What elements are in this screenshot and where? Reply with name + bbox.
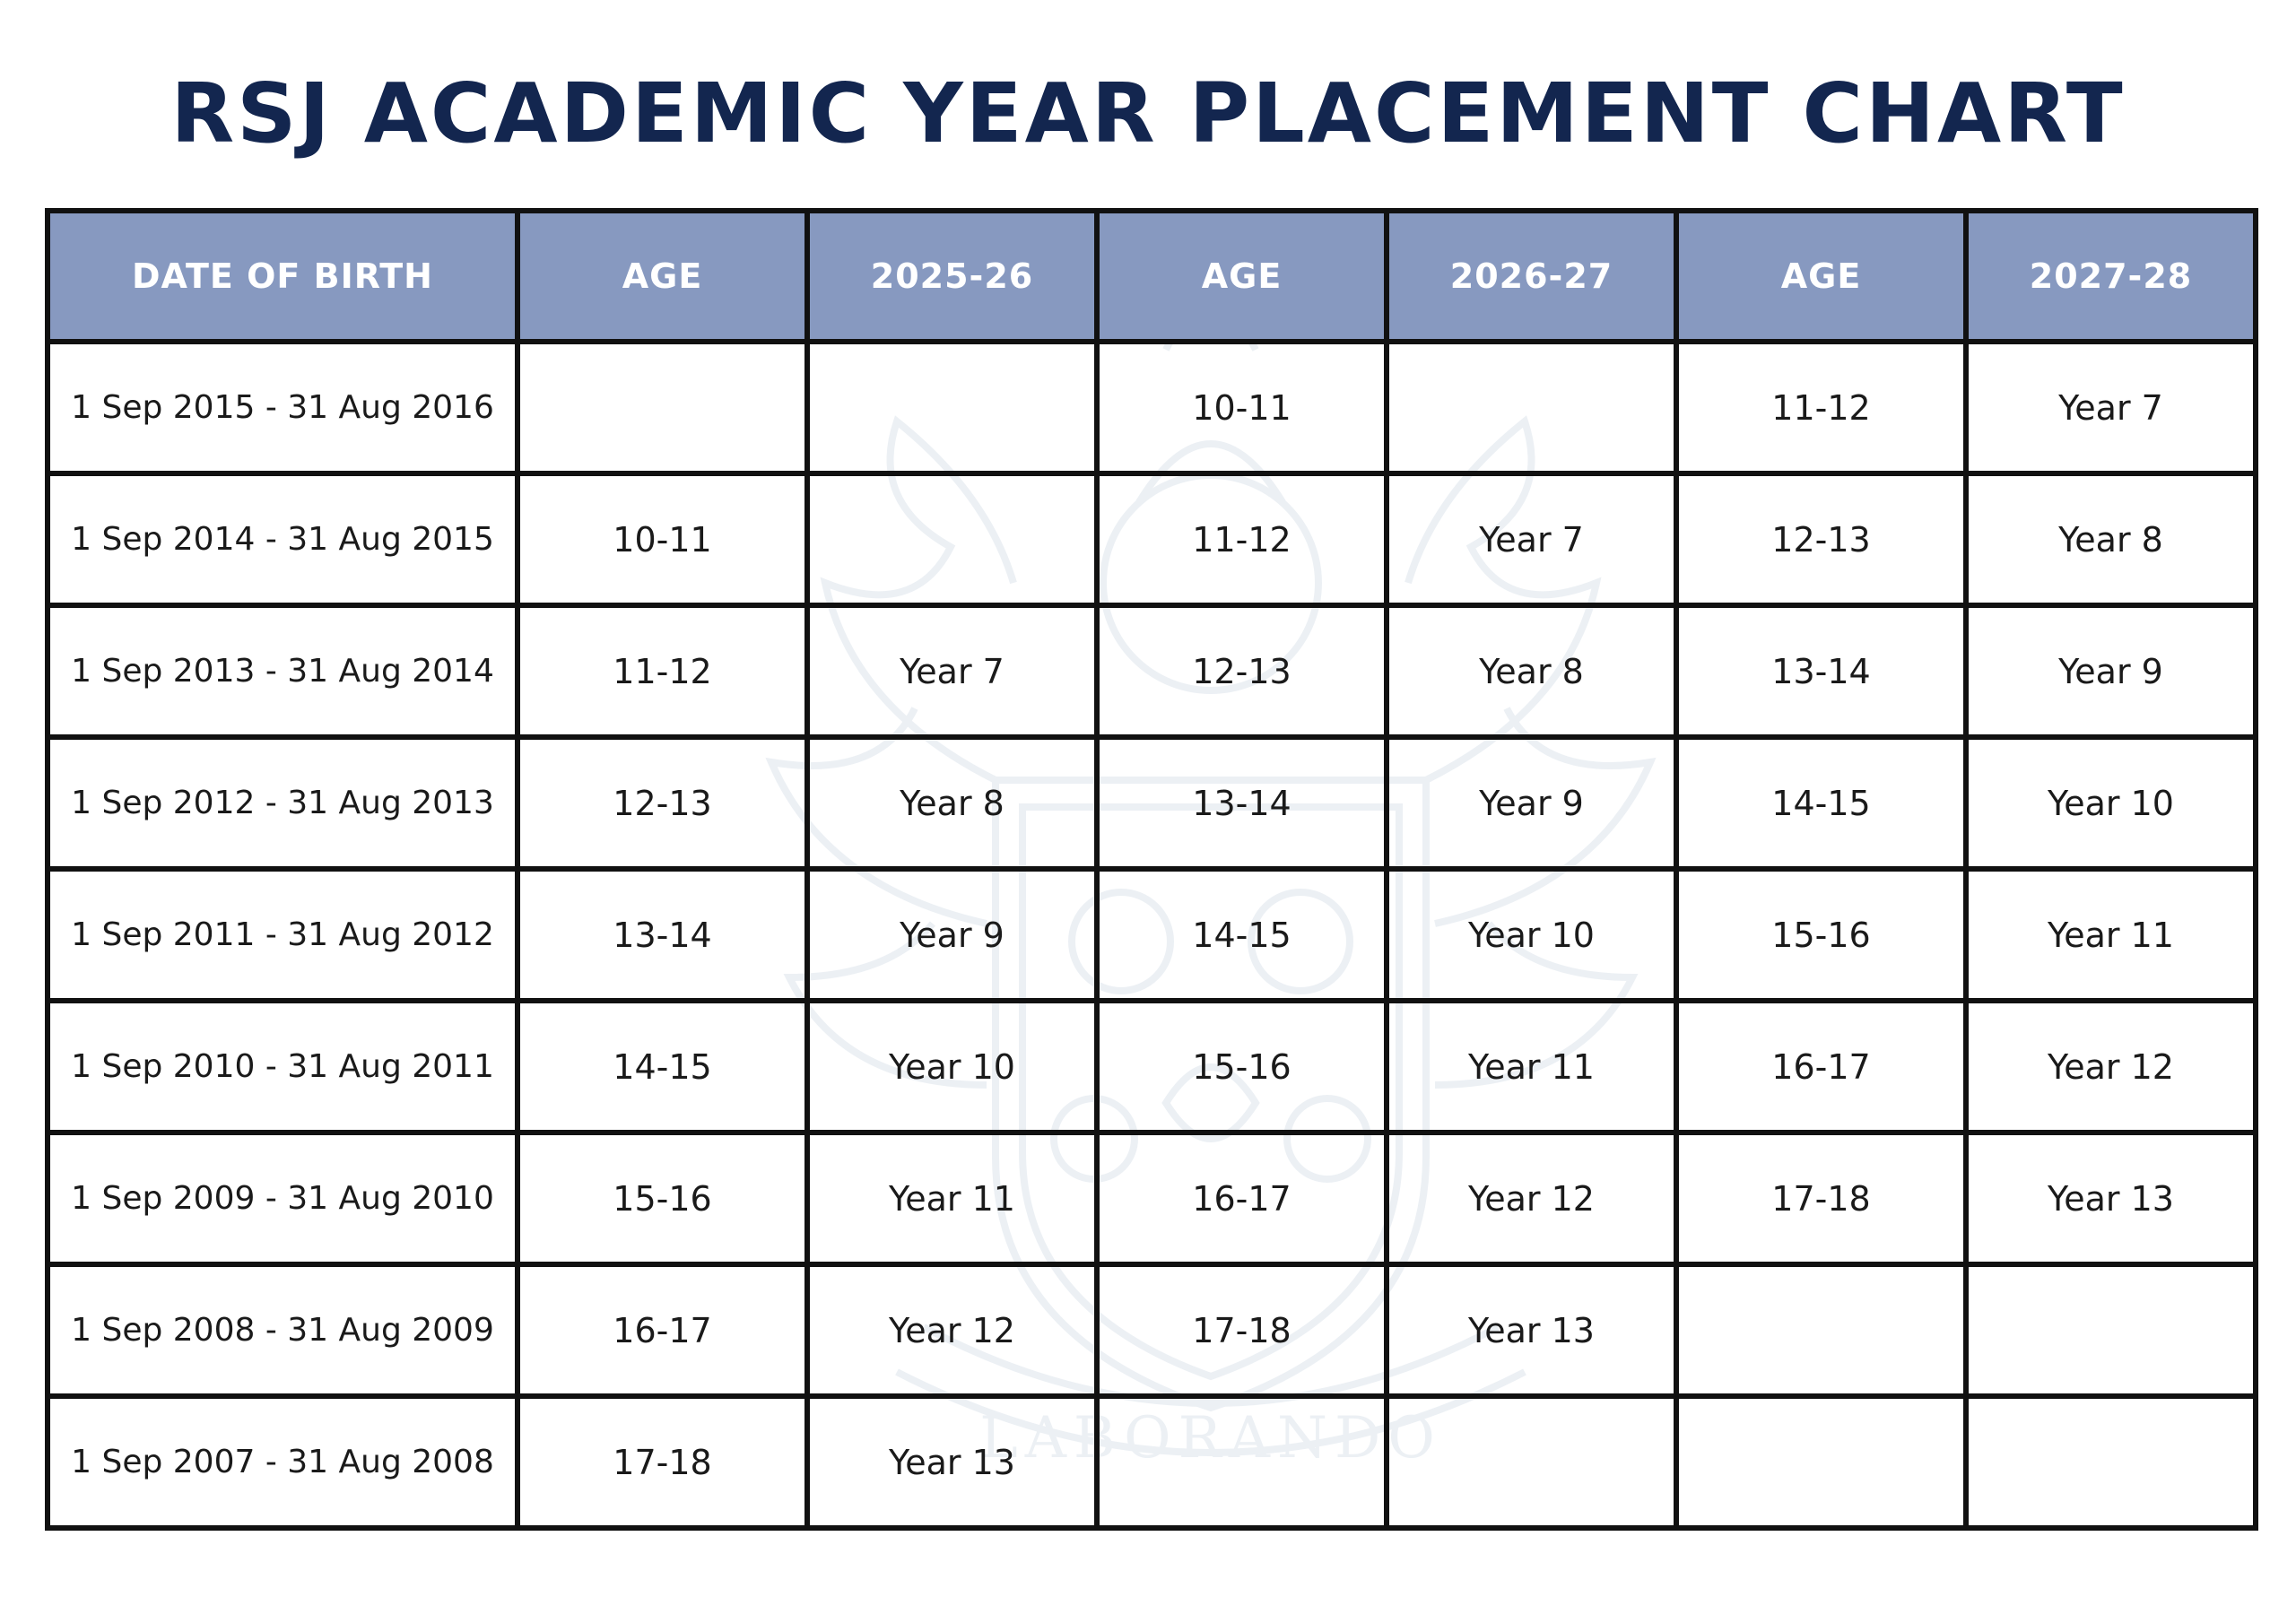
table-cell: Year 7 — [1966, 342, 2256, 473]
table-cell: 10-11 — [1097, 342, 1387, 473]
column-header: AGE — [1097, 211, 1387, 342]
table-cell: Year 9 — [1387, 737, 1676, 869]
table-cell: Year 11 — [1387, 1001, 1676, 1133]
table-cell: Year 13 — [1966, 1133, 2256, 1264]
table-cell: Year 11 — [807, 1133, 1097, 1264]
table-row — [48, 1396, 2256, 1528]
column-header: DATE OF BIRTH — [48, 211, 517, 342]
column-header: 2027-28 — [1966, 211, 2256, 342]
table-cell: 11-12 — [517, 605, 807, 737]
table-cell — [1966, 1264, 2256, 1396]
placement-table — [45, 208, 2258, 1531]
table-cell: Year 11 — [1966, 869, 2256, 1001]
table-cell: Year 8 — [807, 737, 1097, 869]
table-cell: Year 12 — [1387, 1133, 1676, 1264]
table-cell — [1676, 1264, 1966, 1396]
table-row — [48, 342, 2256, 473]
table-cell: 15-16 — [517, 1133, 807, 1264]
table-cell: 17-18 — [1676, 1133, 1966, 1264]
table-cell: Year 13 — [807, 1396, 1097, 1528]
table-cell: 14-15 — [517, 1001, 807, 1133]
table-cell — [1097, 1396, 1387, 1528]
table-cell: 16-17 — [1676, 1001, 1966, 1133]
table-cell: 11-12 — [1097, 473, 1387, 605]
crest-motto: LABORANDO — [979, 1405, 1442, 1471]
table-cell: Year 8 — [1387, 605, 1676, 737]
table-cell: 17-18 — [517, 1396, 807, 1528]
table-row — [48, 473, 2256, 605]
table-cell: 15-16 — [1097, 1001, 1387, 1133]
date-of-birth-cell: 1 Sep 2015 - 31 Aug 2016 — [48, 342, 517, 473]
table-cell — [1387, 342, 1676, 473]
table-cell — [807, 342, 1097, 473]
column-header: AGE — [517, 211, 807, 342]
column-header: 2026-27 — [1387, 211, 1676, 342]
table-cell: Year 10 — [1966, 737, 2256, 869]
table-cell: Year 12 — [807, 1264, 1097, 1396]
table-cell: Year 8 — [1966, 473, 2256, 605]
table-cell — [517, 342, 807, 473]
table-cell: 16-17 — [1097, 1133, 1387, 1264]
table-cell: Year 9 — [1966, 605, 2256, 737]
table-row — [48, 869, 2256, 1001]
date-of-birth-cell: 1 Sep 2014 - 31 Aug 2015 — [48, 473, 517, 605]
table-cell: 13-14 — [1097, 737, 1387, 869]
table-cell: 10-11 — [517, 473, 807, 605]
column-header: 2025-26 — [807, 211, 1097, 342]
table-cell — [1966, 1396, 2256, 1528]
column-header: AGE — [1676, 211, 1966, 342]
table-row — [48, 1264, 2256, 1396]
table-cell: 11-12 — [1676, 342, 1966, 473]
table-cell: 14-15 — [1097, 869, 1387, 1001]
date-of-birth-cell: 1 Sep 2007 - 31 Aug 2008 — [48, 1396, 517, 1528]
table-cell: 13-14 — [1676, 605, 1966, 737]
table-cell: Year 10 — [807, 1001, 1097, 1133]
table-cell: 15-16 — [1676, 869, 1966, 1001]
page-title: RSJ ACADEMIC YEAR PLACEMENT CHART — [170, 65, 2126, 161]
table-row — [48, 737, 2256, 869]
table-cell: 12-13 — [517, 737, 807, 869]
table-row — [48, 605, 2256, 737]
date-of-birth-cell: 1 Sep 2013 - 31 Aug 2014 — [48, 605, 517, 737]
table-cell: 13-14 — [517, 869, 807, 1001]
date-of-birth-cell: 1 Sep 2012 - 31 Aug 2013 — [48, 737, 517, 869]
table-cell: Year 10 — [1387, 869, 1676, 1001]
table-cell: 12-13 — [1097, 605, 1387, 737]
date-of-birth-cell: 1 Sep 2011 - 31 Aug 2012 — [48, 869, 517, 1001]
table-cell — [807, 473, 1097, 605]
table-cell: Year 12 — [1966, 1001, 2256, 1133]
table-cell: Year 7 — [807, 605, 1097, 737]
table-row — [48, 1133, 2256, 1264]
table-cell: 14-15 — [1676, 737, 1966, 869]
table-cell: 12-13 — [1676, 473, 1966, 605]
table-cell: Year 7 — [1387, 473, 1676, 605]
table-cell: 17-18 — [1097, 1264, 1387, 1396]
table-cell — [1676, 1396, 1966, 1528]
table-row — [48, 1001, 2256, 1133]
date-of-birth-cell: 1 Sep 2010 - 31 Aug 2011 — [48, 1001, 517, 1133]
table-cell: Year 13 — [1387, 1264, 1676, 1396]
table-body — [48, 342, 2256, 1528]
date-of-birth-cell: 1 Sep 2009 - 31 Aug 2010 — [48, 1133, 517, 1264]
table-cell — [1387, 1396, 1676, 1528]
table-cell: Year 9 — [807, 869, 1097, 1001]
table-cell: 16-17 — [517, 1264, 807, 1396]
header-row — [48, 211, 2256, 342]
date-of-birth-cell: 1 Sep 2008 - 31 Aug 2009 — [48, 1264, 517, 1396]
